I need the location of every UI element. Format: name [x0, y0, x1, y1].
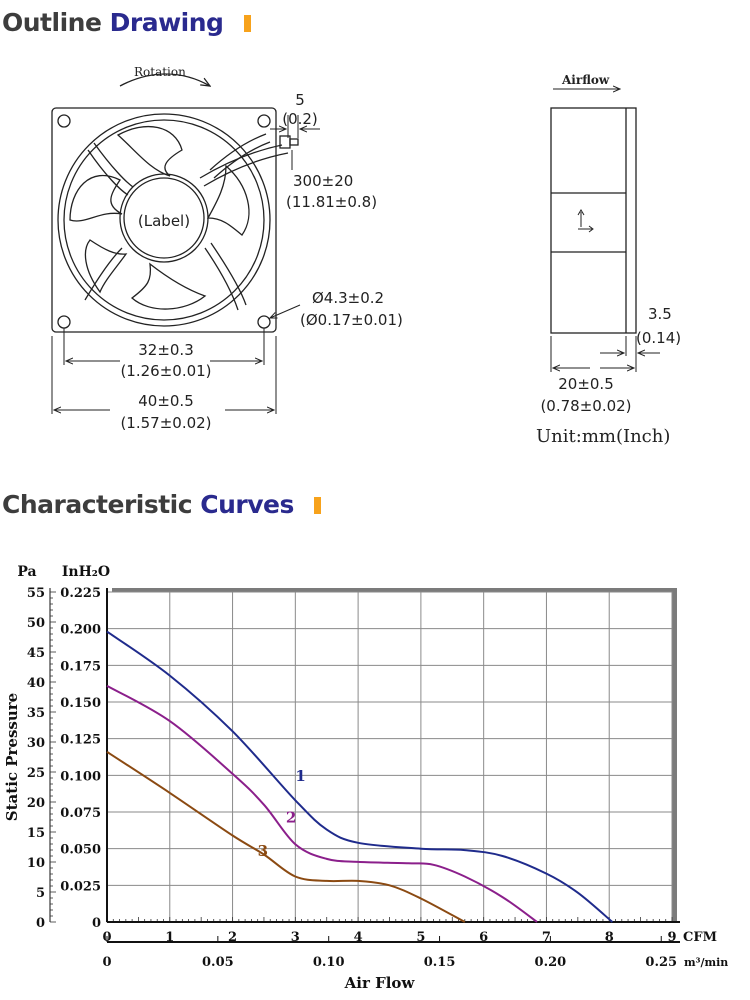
- pa-tick-label: 55: [26, 586, 45, 601]
- pa-tick-label: 15: [26, 826, 45, 841]
- y-tick-label: 0.200: [60, 622, 101, 638]
- pa-tick-label: 45: [26, 646, 45, 661]
- x-secondary-tick-label: 0.20: [534, 955, 567, 970]
- dim-3-5-inch: (0.14): [636, 329, 682, 347]
- pq-chart: [0, 530, 750, 1000]
- chart-grid: [50, 588, 680, 942]
- x-tick-label: 2: [228, 930, 238, 945]
- dim-5-inch: (0.2): [282, 110, 318, 128]
- x-secondary-tick-label: 0: [102, 955, 112, 970]
- outline-drawing: [0, 0, 750, 470]
- x-tick-label: 3: [290, 930, 300, 945]
- pa-tick-label: 5: [35, 886, 45, 901]
- x-tick-label: 4: [353, 930, 363, 945]
- y-unit-secondary: InH₂O: [61, 564, 111, 580]
- x-secondary-tick-label: 0.25: [645, 955, 678, 970]
- pa-tick-label: 20: [26, 796, 45, 811]
- x-tick-label: 5: [416, 930, 426, 945]
- x-tick-label: 1: [165, 930, 175, 945]
- x-unit-secondary: m³/min: [684, 956, 729, 969]
- x-secondary-tick-label: 0.05: [202, 955, 234, 970]
- dim-hole-inch: (Ø0.17±0.01): [300, 311, 403, 329]
- x-tick-label: 6: [479, 930, 489, 945]
- series-label-3: 3: [257, 842, 269, 860]
- pa-tick-label: 30: [26, 736, 45, 751]
- y-tick-label: 0.025: [60, 879, 101, 895]
- curves-title-word1: Characteristic: [2, 490, 193, 519]
- outline-title-word1: Outline: [2, 8, 102, 37]
- y-tick-label: 0.075: [60, 806, 101, 821]
- dim-3-5: 3.5: [648, 305, 672, 323]
- dim-hole: Ø4.3±0.2: [312, 289, 385, 307]
- pa-tick-label: 10: [26, 856, 45, 871]
- pa-tick-label: 50: [26, 616, 45, 631]
- dim-20: 20±0.5: [558, 375, 614, 393]
- x-tick-label: 8: [604, 930, 614, 945]
- x-tick-label: 9: [667, 930, 677, 945]
- pa-tick-label: 35: [26, 706, 45, 721]
- x-secondary-tick-label: 0.10: [312, 955, 345, 970]
- pa-tick-label: 0: [35, 916, 45, 931]
- dim-20-inch: (0.78±0.02): [540, 397, 632, 415]
- title-marker-icon: [314, 497, 321, 514]
- x-secondary-tick-label: 0.15: [423, 955, 456, 970]
- x-tick-label: 7: [541, 930, 551, 945]
- series-label-1: 1: [295, 767, 306, 786]
- y-tick-label: 0.050: [60, 842, 101, 858]
- x-unit-primary: CFM: [683, 930, 717, 945]
- dim-cable-inch: (11.81±0.8): [286, 193, 378, 211]
- rotation-label: Rotation: [134, 65, 186, 79]
- plot-area: [107, 592, 672, 922]
- airflow-label: Airflow: [562, 73, 610, 87]
- y-tick-label: 0: [91, 916, 101, 931]
- y-tick-label: 0.225: [60, 586, 101, 601]
- dim-40-inch: (1.57±0.02): [120, 414, 212, 432]
- y-axis-title: Static Pressure: [3, 692, 21, 822]
- dim-5: 5: [295, 91, 305, 109]
- fan-label: (Label): [137, 212, 191, 230]
- y-tick-label: 0.175: [60, 659, 101, 675]
- y-unit-primary: Pa: [17, 564, 37, 580]
- dim-cable: 300±20: [293, 172, 354, 190]
- pa-tick-label: 40: [26, 676, 45, 691]
- y-tick-label: 0.125: [60, 732, 101, 748]
- unit-label: Unit:mm(Inch): [536, 426, 671, 447]
- y-tick-label: 0.100: [60, 769, 101, 785]
- outline-title-word2: Drawing: [109, 8, 224, 37]
- x-tick-label: 0: [102, 930, 112, 945]
- dim-32: 32±0.3: [138, 341, 194, 359]
- dim-32-inch: (1.26±0.01): [120, 362, 212, 380]
- curves-section-title: [2, 490, 321, 519]
- curves-title-word2: Curves: [200, 490, 294, 519]
- series-label-2: 2: [285, 808, 297, 827]
- dim-40: 40±0.5: [138, 392, 194, 410]
- pa-tick-label: 25: [26, 766, 45, 781]
- x-axis-title: Air Flow: [344, 974, 415, 992]
- y-tick-label: 0.150: [60, 696, 101, 711]
- fan-side-view: [551, 108, 636, 333]
